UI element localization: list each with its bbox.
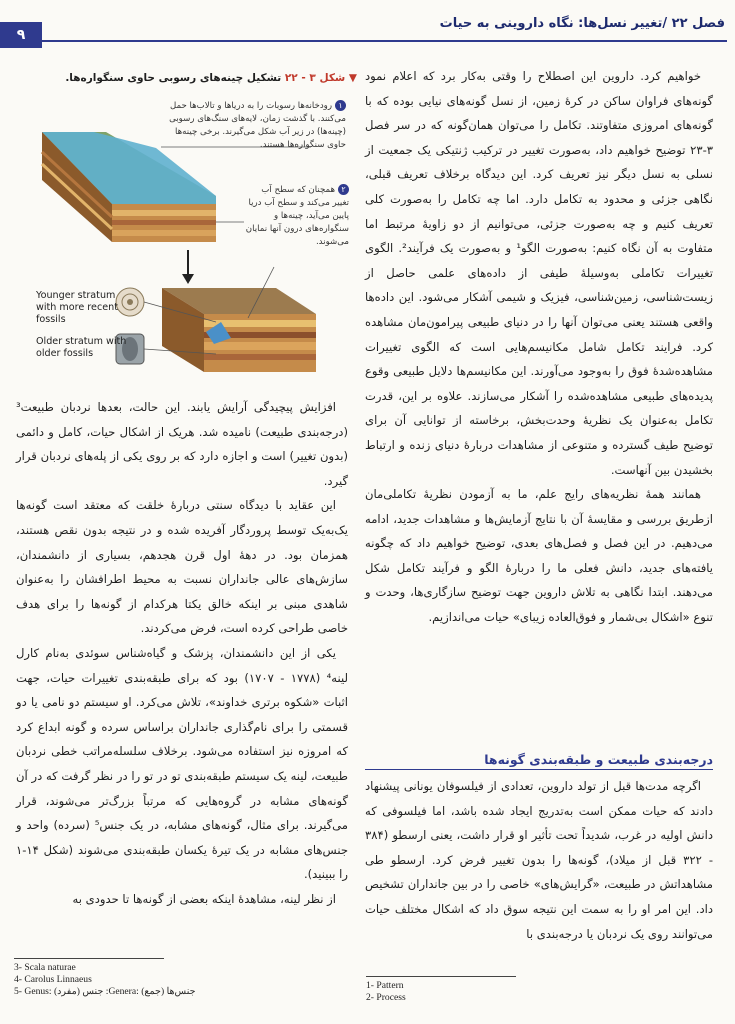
figure-marker-icon: ▼ <box>348 72 357 84</box>
footnote: 3- Scala naturae <box>14 962 76 973</box>
stratum-layer <box>204 354 316 360</box>
figure-title: تشکیل چینه‌های رسوبی حاوی سنگواره‌ها. <box>65 72 282 84</box>
paragraph: اگرچه مدت‌ها قبل از تولد داروین، تعدادی از فیلسوفان یونانی پیشنهاد دادند که حیات ممکن است به‌تدریج ایجاد شده باشد، اما فیلسوفی که دانش اولیه در غرب، شدیداً تحت تأثیر او قرار داشت، یعنی ارسطو (۳۸۴ - ۳۲۲ قبل از میلاد)، گونه‌ها را بدون تغییر فرض کرد. ارسطو طی مشاهداتش در طبیعت، «گرایش‌های» خاصی را در بین جانداران تشخیص داد. این امر او را به سمت این نتیجه سوق داد که اشکال مختلف حیات می‌توانند روی یک نردبان یا درجه‌بندی با <box>365 779 714 941</box>
footnote-rule <box>366 976 516 977</box>
chapter-title: فصل ۲۲ /تغییر نسل‌ها: نگاه داروینی به حیات <box>439 16 725 31</box>
stratum-layer <box>204 342 316 350</box>
right-column <box>365 64 713 630</box>
right-column-section <box>365 774 713 946</box>
callout-2 <box>244 184 349 249</box>
callout-number: ۱ <box>335 100 346 111</box>
paragraph: از نظر لینه، مشاهدهٔ اینکه بعضی از گونه‌ها تا حدودی به <box>72 891 336 906</box>
figure-label: شکل ۳ - ۲۲ <box>284 72 346 84</box>
stratum-layer <box>112 230 216 236</box>
paragraph: افزایش پیچیدگی آرایش یابند. این حالت، بعدها نردبان طبیعت³ (درجه‌بندی طبیعت) نامیده شد. هریک از اشکال حیات، کامل و دائمی (بدون تغییر) است و اجازه دارد که بر روی یکی از پله‌های نردبان قرار گیرد. <box>16 400 348 488</box>
paragraph: همانند همهٔ نظریه‌های رایج علم، ما به آزمودن نظریهٔ تکاملی‌مان ازطریق بررسی و مقایسهٔ آن با نتایج آزمایش‌ها و مشاهدات جدید، ادامه می‌دهیم. در این فصل و فصل‌های بعدی، توضیح خواهیم داد که چگونه یافته‌های جدید، دانش فعلی ما را دربارهٔ الگو و فرآیند تکامل شکل می‌دهند. ابتدا نگاهی به تلاش داروین جهت توضیح سازگاری‌ها، وحدت و تنوع «اشکال بی‌شمار و فوق‌العاده زیبای» حیات می‌اندازیم. <box>365 487 713 625</box>
paragraph: این عقاید با دیدگاه سنتی دربارهٔ خلقت که معتقد است گونه‌ها یک‌به‌یک توسط پروردگار آفریده شده و در نتیجه بدون نقص هستند، همزمان بود. در دههٔ اول قرن هجدهم، بسیاری از دانشمندان، سازش‌های عالی جانداران نسبت به محیط اطرافشان را به‌عنوان شاهدی مبنی بر اینکه خالق یکتا هرکدام از گونه‌ها را برای هدف خاصی طراحی کرده است، فرض می‌کردند. <box>16 498 348 636</box>
stratum-layer <box>112 220 216 225</box>
callout-text: همچنان که سطح آب تغییر می‌کند و سطح آب دریا پایین می‌آید، چینه‌ها و سنگواره‌های درون آنها نمایان می‌شوند. <box>245 185 349 247</box>
younger-stratum-label: Younger stratum with more recent fossils <box>36 290 118 325</box>
arrow-head-icon <box>182 274 194 284</box>
strata-figure <box>16 92 351 382</box>
footnotes-right <box>366 980 566 1004</box>
left-column <box>16 395 348 911</box>
page-header <box>0 0 735 56</box>
page-number: ۹ <box>0 22 42 48</box>
paragraph: خواهیم کرد. داروین این اصطلاح را وقتی به‌کار برد که اعلام نمود گونه‌های فراوان ساکن در کرهٔ زمین، از نسل گونه‌های نیایی بوده که با گونه‌های امروزی متفاوتند. تکامل را می‌توان همان‌گونه که در سر فصل ۳-۲۳ توضیح خواهیم داد، به‌صورت تغییر در ترکیب ژنتیکی یک جمعیت از نسلی به نسل دیگر نیز تعریف کرد. این دیدگاه برخلاف تعریف قبلی، نگاهی جزئی و محدود به تکامل دارد. اما چه تکامل را به‌صورت کلی تعریف کنیم و چه به‌صورت جزئی، می‌توانیم از دو زاویهٔ مرتبط اما متفاوت به آن نگاه کنیم: به‌صورت الگو¹ و به‌صورت یک فرآیند². الگوی تغییرات تکاملی به‌وسیلهٔ طیفی از داده‌های علمی حاصل از زیست‌شناسی، زمین‌شناسی، فیزیک و شیمی آشکار می‌شود. این داده‌ها واقعی هستند یعنی می‌توان آنها را در دنیای طبیعی پیرامون‌مان مشاهده کرد. فرایند تکامل شامل مکانیسم‌هایی است که الگوی تغییرات مشاهده‌شدهٔ فوق را به‌وجود می‌آورند. این مکانیسم‌ها دلایل طبیعی وقوع پدیده‌های طبیعی مشاهده‌شده را آشکار می‌سازند. علاوه بر این، قدرت تکامل به‌عنوان یک نظریهٔ وحدت‌بخش، برخاسته از توانایی آن برای توضیح طیف گسترده و متنوعی از مشاهدات دربارهٔ دنیای زنده و ارتباط بخشیدن بین آنهاست. <box>365 69 713 477</box>
footnote: 4- Carolus Linnaeus <box>14 974 92 985</box>
callout-number: ۲ <box>338 184 349 195</box>
section-heading: درجه‌بندی طبیعت و طبقه‌بندی گونه‌ها <box>365 752 713 770</box>
figure-caption <box>27 72 357 84</box>
paragraph: یکی از این دانشمندان، پزشک و گیاه‌شناس سوئدی به‌نام کارل لینه⁴ (۱۷۷۸ - ۱۷۰۷) بود که برای طبقه‌بندی تغییرات حیات، جهت اثبات «شکوه برتری خداوند»، تلاش می‌کرد. او سیستم دو نامی یا دو قسمتی را برای نام‌گذاری جانداران براساس سرده و گونه ابداع کرد که امروزه نیز استفاده می‌شود. برخلاف سلسله‌مراتب خطی نردبان طبیعت، لینه یک سیستم طبقه‌بندی تو در تو را در نظر گرفت که در آن گونه‌های مشابه در گروه‌هایی که مرتباً بزرگ‌تر می‌شوند، قرار می‌گیرند. برای مثال، گونه‌های مشابه، در یک جنس⁵ (سرده) واحد و جنس‌های مشابه در یک تیرهٔ یکسان طبقه‌بندی می‌شوند (شکل ۱۴-۱ را ببینید). <box>16 645 349 882</box>
older-stratum-label: Older stratum with older fossils <box>36 336 127 359</box>
footnote: 1- Pattern <box>366 980 404 991</box>
footnote-rule <box>14 958 164 959</box>
callout-1 <box>166 100 346 152</box>
header-rule <box>42 40 727 42</box>
footnote: 2- Process <box>366 992 406 1003</box>
callout-text: رودخانه‌ها رسوبات را به دریاها و تالاب‌ها حمل می‌کنند. با گذشت زمان، لایه‌های سنگ‌های رسوبی (چینه‌ها) در زیر آب شکل می‌گیرند. برخی چینه‌ها حاوی سنگواره‌ها هستند. <box>169 101 346 150</box>
footnote: 5- Genus: جنس (مفرد) :Genera: جنس‌ها (جمع) <box>14 986 196 997</box>
footnotes-left <box>14 962 344 998</box>
stratum-layer <box>112 210 216 216</box>
